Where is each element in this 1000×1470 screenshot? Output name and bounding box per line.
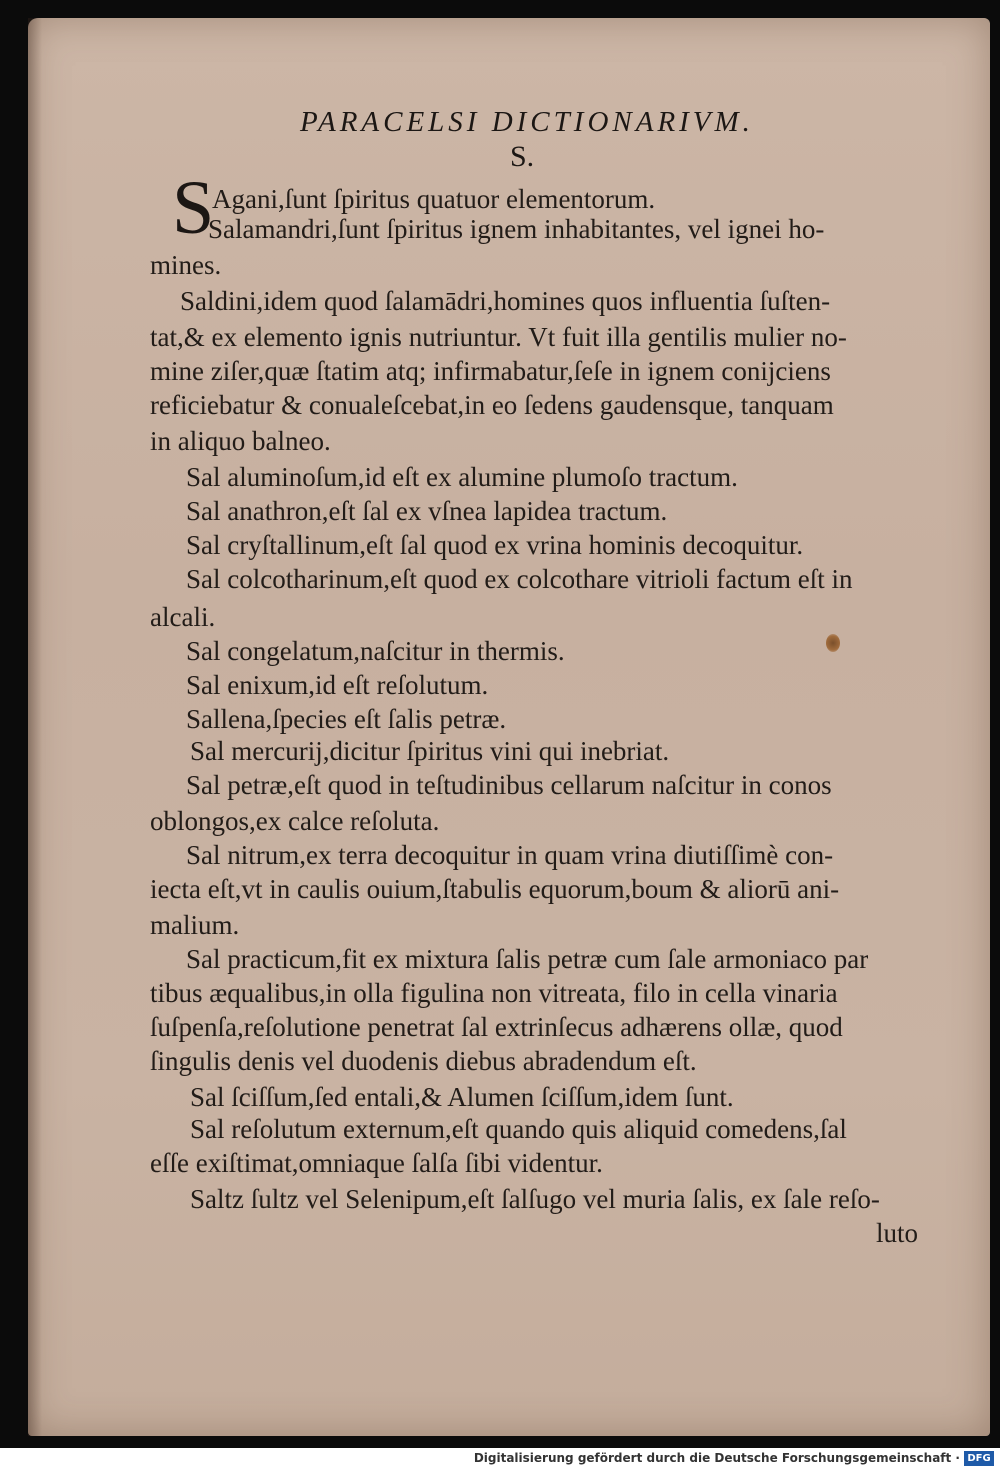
text-line: Sal practicum,fit ex mixtura ſalis petræ cum ſale armoniaco par	[186, 944, 869, 974]
page-edge-shadow	[28, 18, 42, 1436]
text-line: tibus æqualibus,in olla figulina non vitreata, filo in cella vinaria	[150, 978, 838, 1008]
footer-bar	[0, 1448, 1000, 1470]
text-line: Agani,ſunt ſpiritus quatuor elementorum.	[212, 184, 656, 214]
text-line: ſuſpenſa,reſolutione penetrat ſal extrinſecus adhærens ollæ, quod	[150, 1012, 843, 1042]
text-line: malium.	[150, 910, 240, 940]
text-line: mines.	[150, 250, 222, 280]
funding-note: Digitalisierung gefördert durch die Deutsche Forschungsgemeinschaft ·	[473, 1451, 960, 1465]
text-line: Salamandri,ſunt ſpiritus ignem inhabitantes, vel ignei ho-	[208, 214, 825, 244]
text-line: Sal aluminoſum,id eſt ex alumine plumoſo tractum.	[186, 462, 738, 492]
text-line: Sal colcotharinum,eſt quod ex colcothare vitrioli factum eſt in	[186, 564, 853, 594]
text-line: Sal cryſtallinum,eſt ſal quod ex vrina hominis decoquitur.	[186, 530, 804, 560]
text-line: Sal congelatum,naſcitur in thermis.	[186, 636, 565, 666]
text-line: Sal ſciſſum,ſed entali,& Alumen ſciſſum,idem ſunt.	[190, 1082, 734, 1112]
text-line: Saltz ſultz vel Selenipum,eſt ſalſugo vel muria ſalis, ex ſale reſo-	[190, 1184, 880, 1214]
text-line: ſingulis denis vel duodenis diebus abradendum eſt.	[150, 1046, 697, 1076]
text-line: alcali.	[150, 602, 216, 632]
text-line: luto	[876, 1218, 919, 1248]
text-line: mine ziſer,quæ ſtatim atq; infirmabatur,ſeſe in ignem conijciens	[150, 356, 831, 386]
running-header: PARACELSI DICTIONARIVM.	[300, 106, 754, 138]
text-line: Saldini,idem quod ſalamādri,homines quos influentia ſuſten-	[180, 286, 831, 316]
text-line: Sal nitrum,ex terra decoquitur in quam vrina diutiſſimè con-	[186, 840, 834, 870]
text-line: eſſe exiſtimat,omniaque ſalſa ſibi videntur.	[150, 1148, 603, 1178]
text-line: tat,& ex elemento ignis nutriuntur. Vt fuit illa gentilis mulier no-	[150, 322, 847, 352]
drop-initial: S	[172, 166, 215, 250]
text-line: Sallena,ſpecies eſt ſalis petræ.	[186, 704, 507, 734]
text-line: Sal petræ,eſt quod in teſtudinibus cellarum naſcitur in conos	[186, 770, 832, 800]
text-line: iecta eſt,vt in caulis ouium,ſtabulis equorum,boum & aliorū ani-	[150, 874, 840, 904]
text-line: Sal mercurij,dicitur ſpiritus vini qui inebriat.	[190, 736, 670, 766]
text-line: in aliquo balneo.	[150, 426, 331, 456]
text-line: Sal anathron,eſt ſal ex vſnea lapidea tractum.	[186, 496, 668, 526]
ink-stain	[826, 634, 840, 652]
text-line: Sal enixum,id eſt reſolutum.	[186, 670, 489, 700]
text-line: reficiebatur & conualeſcebat,in eo ſedens gaudensque, tanquam	[150, 390, 834, 420]
text-line: Sal reſolutum externum,eſt quando quis aliquid comedens,ſal	[190, 1114, 847, 1144]
dfg-logo: DFG	[964, 1451, 994, 1466]
section-letter: S.	[510, 140, 535, 173]
text-line: oblongos,ex calce reſoluta.	[150, 806, 440, 836]
